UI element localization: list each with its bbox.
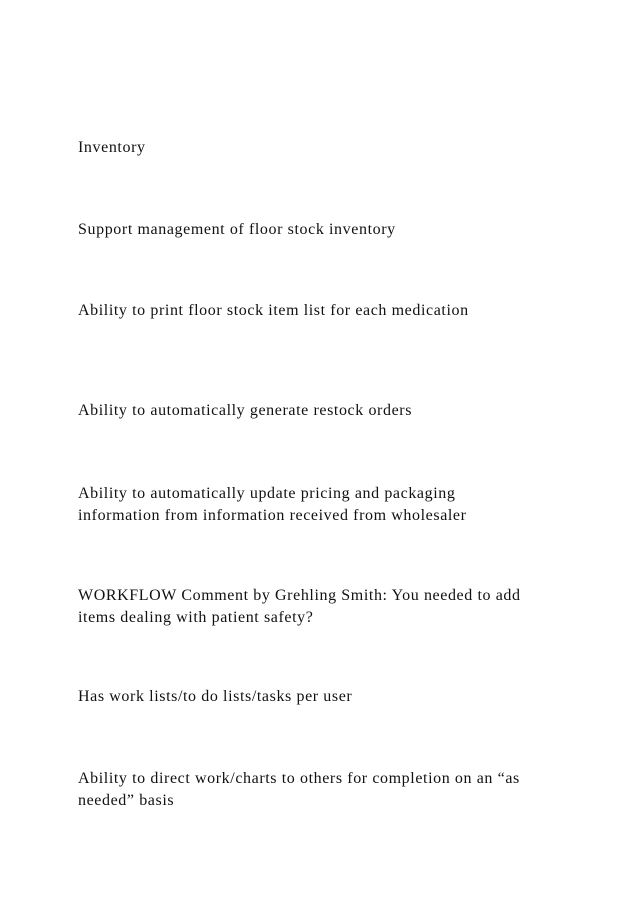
text-line: Inventory [78,139,146,156]
paragraph-update-pricing [78,483,598,527]
paragraph-restock-orders [78,400,598,422]
paragraph-work-lists [78,686,598,708]
text-line: Ability to direct work/charts to others for completion on an “as [78,770,520,787]
text-line: information from information received from wholesaler [78,507,467,524]
section-heading-inventory [78,137,598,159]
paragraph-print-item-list [78,300,598,322]
paragraph-floor-stock-management [78,219,598,241]
paragraph-direct-work [78,768,598,812]
text-line: Ability to automatically generate restock orders [78,402,413,419]
text-line: Ability to automatically update pricing and packaging [78,485,456,502]
text-line: needed” basis [78,792,175,809]
text-line: WORKFLOW Comment by Grehling Smith: You needed to add [78,587,521,604]
text-line: Has work lists/to do lists/tasks per user [78,688,353,705]
text-line: items dealing with patient safety? [78,609,314,626]
text-line: Ability to print floor stock item list for each medication [78,302,469,319]
text-line: Support management of floor stock inventory [78,221,396,238]
section-heading-workflow-comment [78,585,598,629]
